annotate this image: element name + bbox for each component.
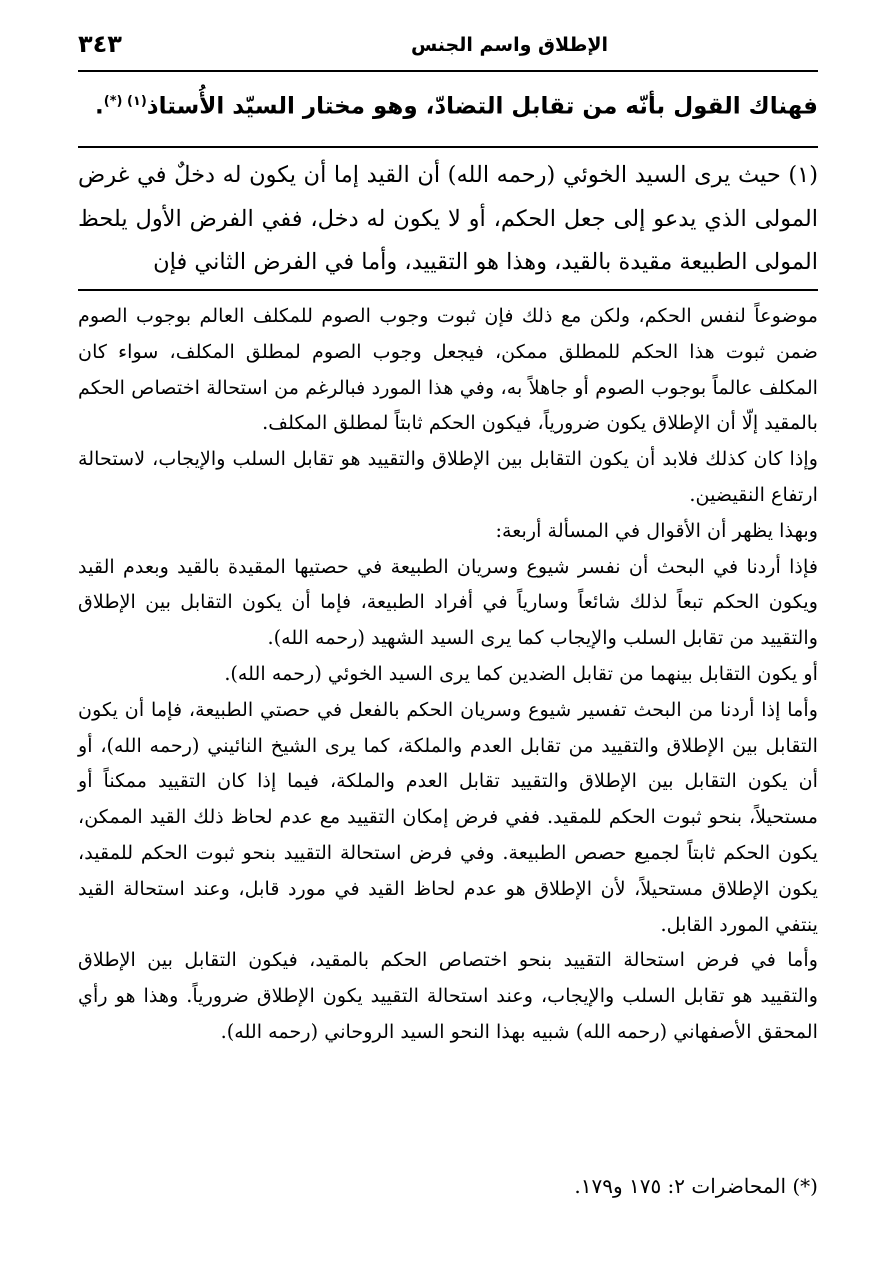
footnote-1: (١) حيث يرى السيد الخوئي (رحمه الله) أن القيد إما أن يكون له دخلٌ في غرض المولى الذي يدعو إلى جعل الحكم، أو لا يكون له دخل، ففي الفرض الأول يلحظ المولى الطبيعة مقيدة بالقيد، وهذا هو التقييد، وأما في الفرض الثاني فإن [78, 162, 818, 275]
footnote-paragraph: فإذا أردنا في البحث أن نفسر شيوع وسريان الطبيعة في حصتيها المقيدة بالقيد وبعدم القيد ويكون الحكم تبعاً لذلك شائعاً وسارياً في أفراد الطبيعة، فإما أن يكون التقابل بين الإطلاق والتقييد من تقابل السلب والإيجاب كما يرى السيد الشهيد (رحمه الله). [78, 554, 818, 650]
page-number: ٣٤٣ [78, 30, 122, 58]
running-header [78, 28, 818, 68]
main-text-end: . [95, 93, 104, 120]
footnote-continuation [78, 298, 818, 1050]
header-title: الإطلاق واسم الجنس [410, 34, 608, 56]
source-footnote: (*) المحاضرات ٢: ١٧٥ و١٧٩. [574, 1174, 818, 1198]
footnote-paragraph: أو يكون التقابل بينهما من تقابل الضدين كما يرى السيد الخوئي (رحمه الله). [224, 661, 818, 685]
footnote-paragraph: موضوعاً لنفس الحكم، ولكن مع ذلك فإن ثبوت وجوب الصوم للمكلف العالم بوجوب الصوم ضمن ثبوت هذا الحكم للمطلق ممكن، فيجعل وجوب الصوم لمطلق المكلف، سواء كان المكلف عالماً بوجوب الصوم أو جاهلاً به، وفي هذا المورد فبالرغم من استحالة اختصاص الحكم بالمقيد إلّا أن الإطلاق يكون ضرورياً، فيكون الحكم ثابتاً لمطلق المكلف. [78, 304, 818, 435]
footnote-paragraph: وأما في فرض استحالة التقييد بنحو اختصاص الحكم بالمقيد، فيكون التقابل بين الإطلاق والتقييد هو تقابل السلب والإيجاب، وعند استحالة التقييد يكون الإطلاق ضرورياً. وهذا هو رأي المحقق الأصفهاني (رحمه الله) شبيه بهذا النحو السيد الروحاني (رحمه الله). [78, 948, 818, 1043]
footnote-separator [78, 146, 818, 148]
header-rule [78, 70, 818, 72]
footnote-paragraph: وإذا كان كذلك فلابد أن يكون التقابل بين الإطلاق والتقييد هو تقابل السلب والإيجاب، لاستحالة ارتفاع النقيضين. [78, 447, 818, 506]
footnote-paragraph: وأما إذا أردنا من البحث تفسير شيوع وسريان الحكم بالفعل في حصتي الطبيعة، فإما أن يكون التقابل بين الإطلاق والتقييد من تقابل العدم والملكة، كما يرى الشيخ النائيني (رحمه الله)، أو أن يكون التقابل بين الإطلاق والتقييد تقابل العدم والملكة، فيما إذا كان التقييد ممكناً أو مستحيلاً، بنحو ثبوت الحكم للمقيد. ففي فرض إمكان التقييد مع عدم لحاظ ذلك القيد الممكن، يكون الحكم ثابتاً لجميع حصص الطبيعة. وفي فرض استحالة التقييد بنحو ثبوت الحكم للمقيد، يكون الإطلاق مستحيلاً، لأن الإطلاق هو عدم لحاظ القيد في مورد قابل، وعند استحالة القيد ينتفي المورد القابل. [78, 697, 818, 936]
footnote-markers: (١) (*) [103, 94, 147, 109]
footnote-1-end-rule [78, 289, 818, 291]
footnote-paragraph: وبهذا يظهر أن الأقوال في المسألة أربعة: [495, 518, 818, 542]
main-text [78, 80, 818, 129]
main-text-body: فهناك القول بأنّه من تقابل التضادّ، وهو مختار السيّد الأُستاذ [146, 93, 818, 120]
